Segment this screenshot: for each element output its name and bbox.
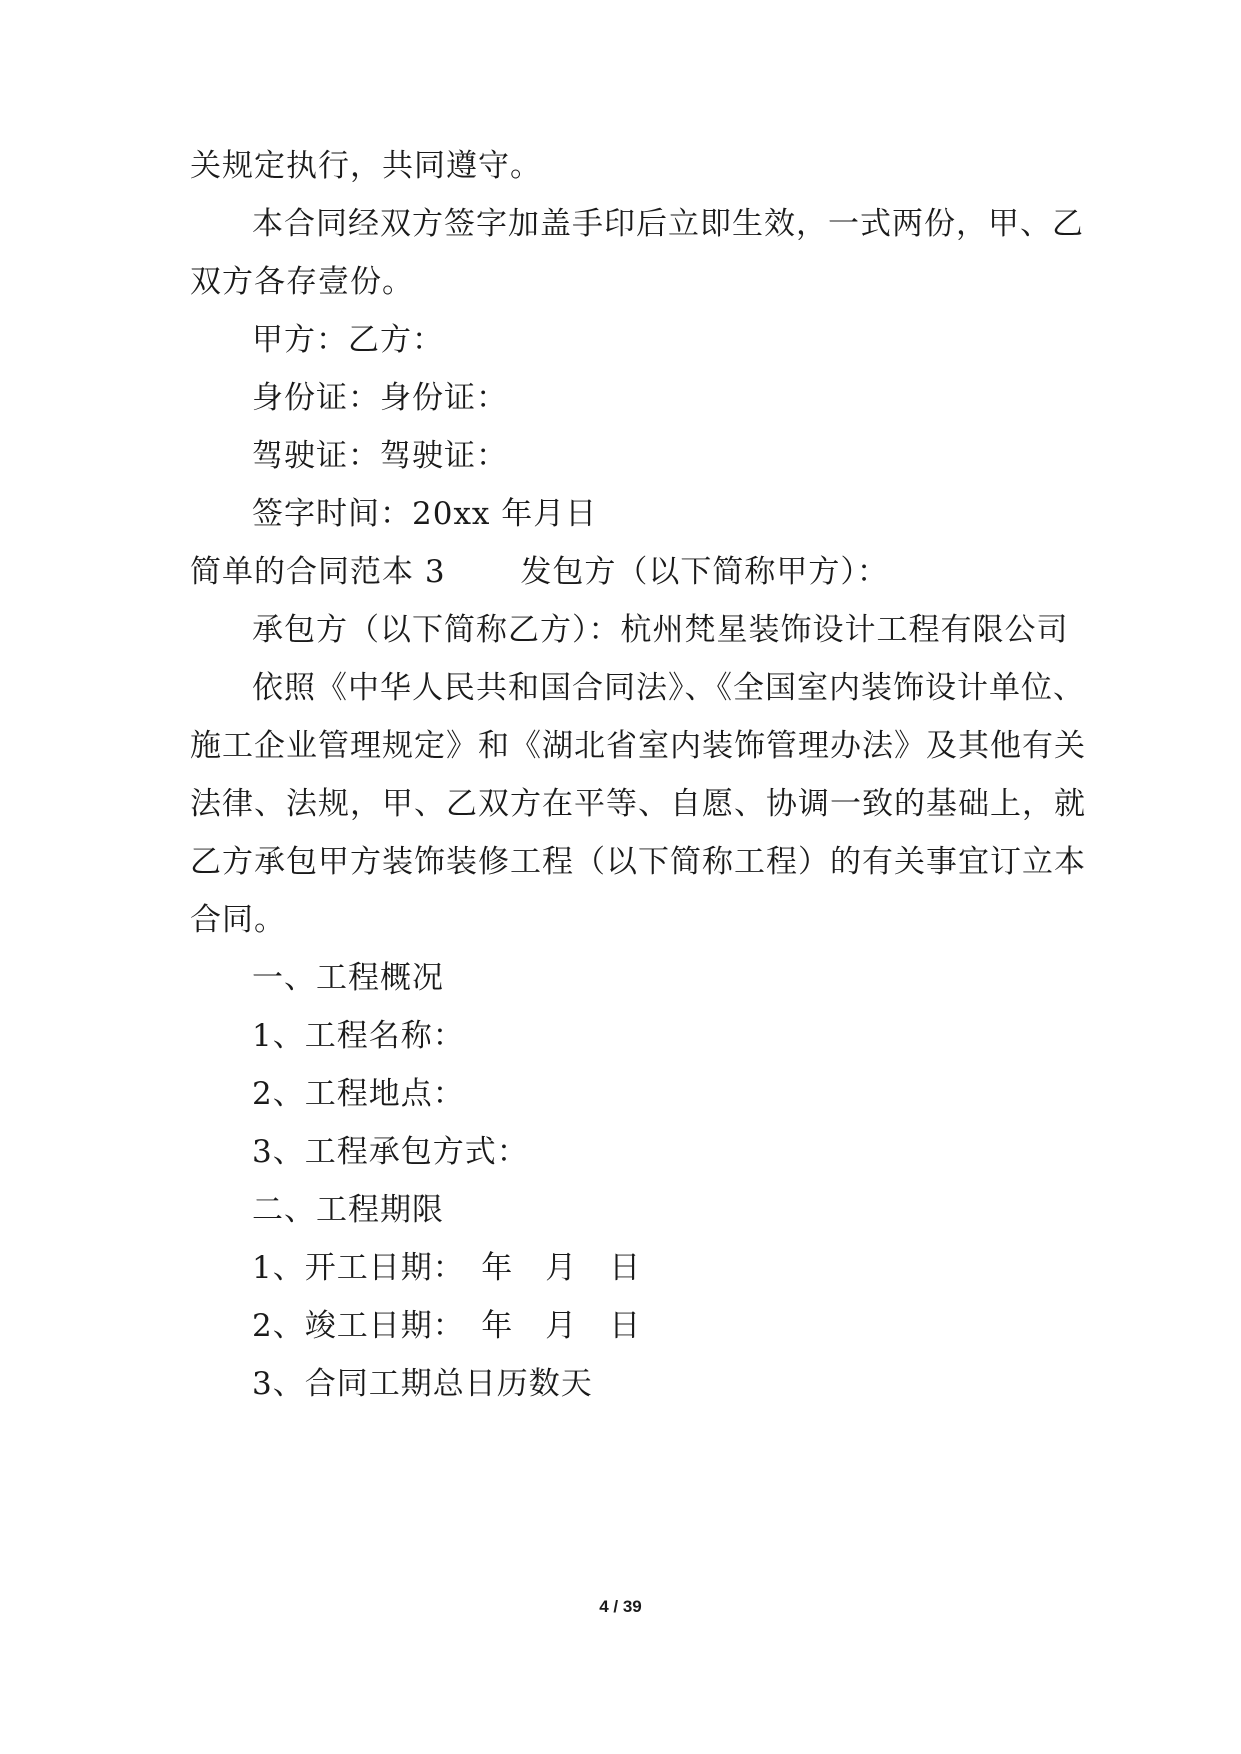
section-title-line: 简单的合同范本 3 发包方（以下简称甲方）：	[190, 554, 889, 590]
license-line: 驾驶证：驾驶证：	[252, 438, 508, 474]
list-item: 3、工程承包方式：	[252, 1134, 529, 1170]
signing-date-line: 签字时间：20xx 年月日	[252, 496, 598, 532]
list-item: 1、开工日期： 年 月 日	[252, 1250, 642, 1286]
paragraph-line: 双方各存壹份。	[190, 264, 414, 300]
contractor-line: 承包方（以下简称乙方）：杭州梵星装饰设计工程有限公司	[252, 612, 1069, 648]
page-number: 4 / 39	[599, 1597, 642, 1616]
paragraph-line: 合同。	[190, 902, 286, 938]
paragraph-line: 乙方承包甲方装饰装修工程（以下简称工程）的有关事宜订立本	[190, 844, 1086, 880]
section-heading: 一、工程概况	[252, 960, 444, 996]
id-card-line: 身份证：身份证：	[252, 380, 508, 416]
party-label-line: 甲方：乙方：	[252, 322, 444, 358]
paragraph-line: 依照《中华人民共和国合同法》、《全国室内装饰设计单位、	[252, 670, 1085, 706]
paragraph-line: 法律、法规，甲、乙双方在平等、自愿、协调一致的基础上，就	[190, 786, 1086, 822]
section-heading: 二、工程期限	[252, 1192, 444, 1228]
list-item: 1、工程名称：	[252, 1018, 465, 1054]
paragraph-line: 关规定执行，共同遵守。	[190, 148, 542, 184]
list-item: 3、合同工期总日历数天	[252, 1366, 593, 1402]
paragraph-line: 施工企业管理规定》和《湖北省室内装饰管理办法》及其他有关	[190, 728, 1086, 764]
paragraph-line: 本合同经双方签字加盖手印后立即生效，一式两份，甲、乙	[252, 206, 1084, 242]
list-item: 2、工程地点：	[252, 1076, 465, 1112]
list-item: 2、竣工日期： 年 月 日	[252, 1308, 642, 1344]
